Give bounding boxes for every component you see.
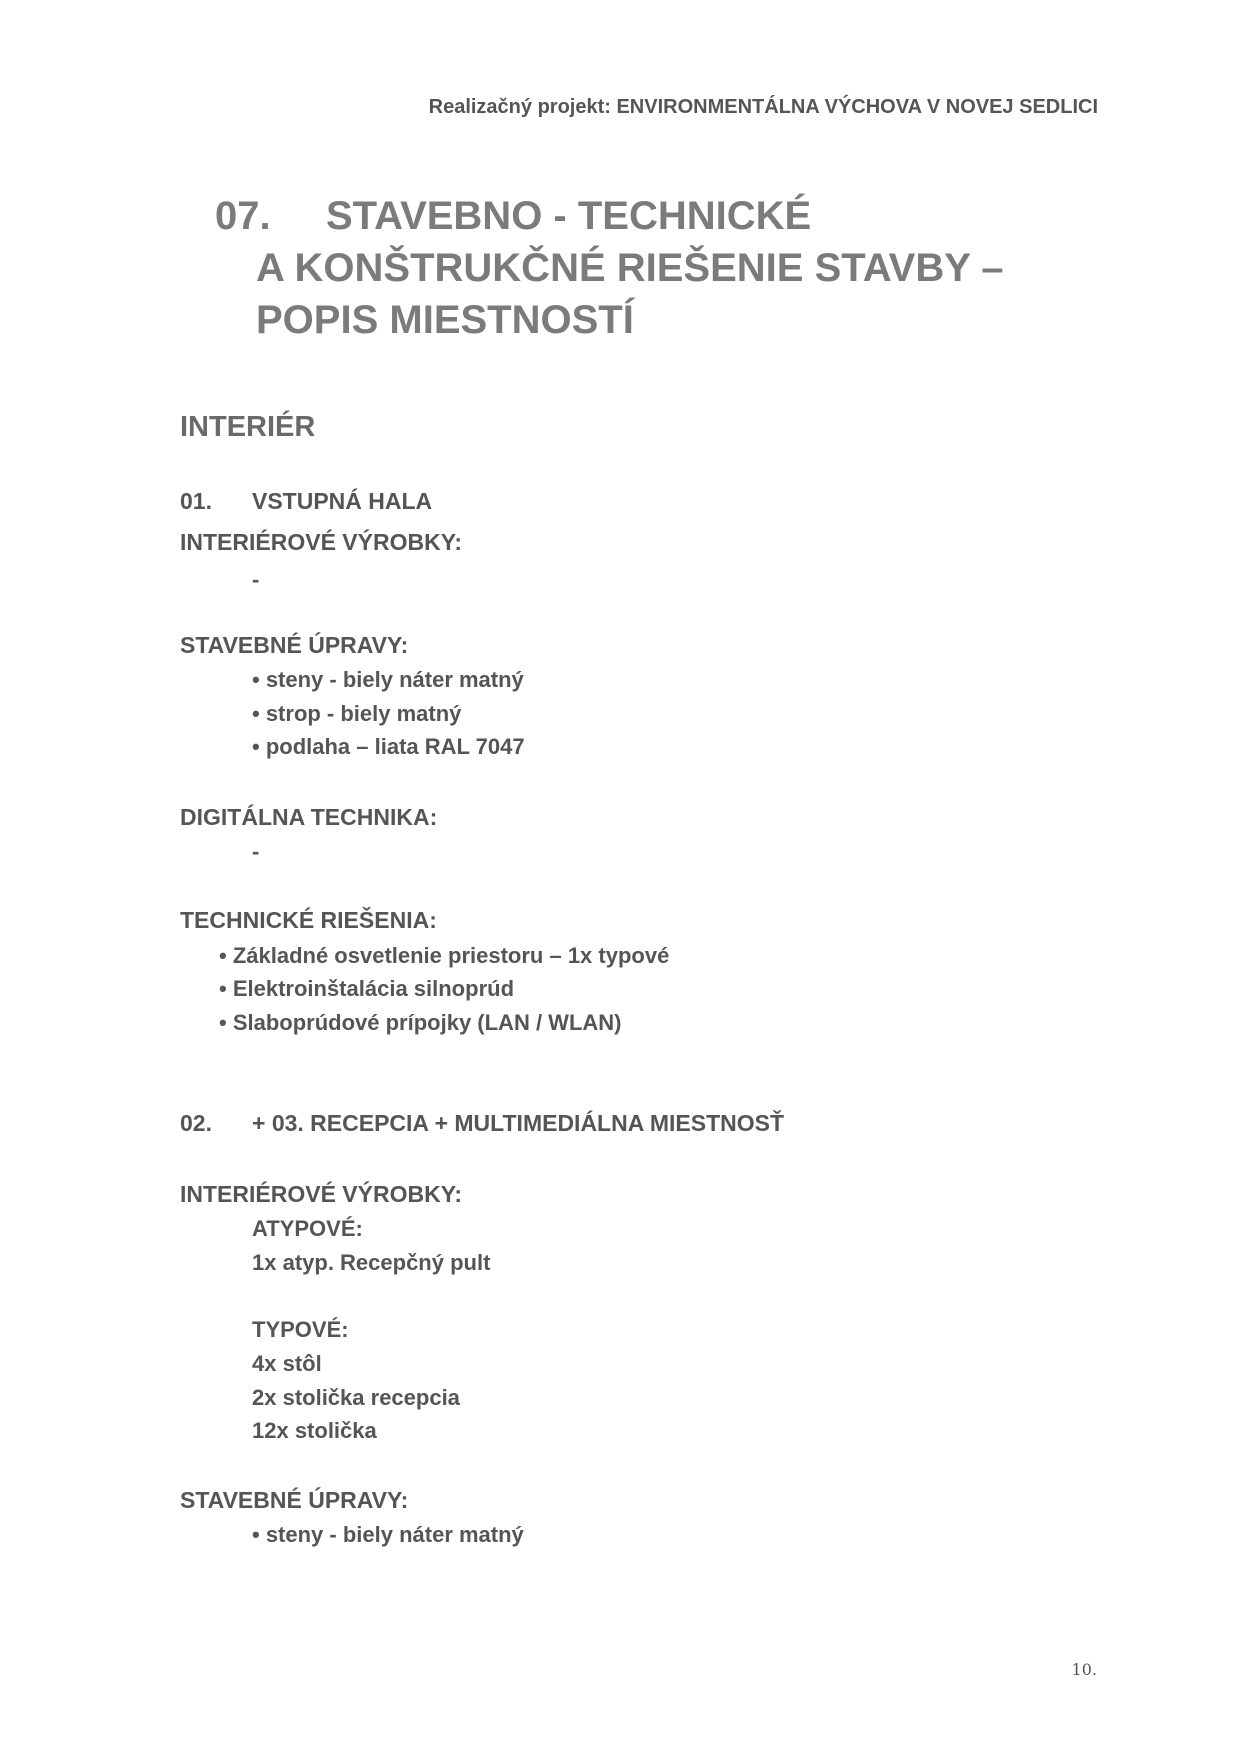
chapter-title-line-1: STAVEBNO - TECHNICKÉ xyxy=(326,194,812,238)
list-item: 4x stôl xyxy=(252,1351,322,1376)
list-item: • Elektroinštalácia silnoprúd xyxy=(219,976,515,1001)
list-item: • strop - biely matný xyxy=(252,701,462,726)
construction-label: STAVEBNÉ ÚPRAVY: xyxy=(180,632,409,658)
list-item: • podlaha – liata RAL 7047 xyxy=(252,734,525,759)
list-item: 2x stolička recepcia xyxy=(252,1385,460,1410)
list-item: • Slaboprúdové prípojky (LAN / WLAN) xyxy=(219,1010,622,1035)
technical-solutions-label: TECHNICKÉ RIEŠENIA: xyxy=(180,907,437,933)
room-number: 01. xyxy=(180,488,212,514)
digital-technology-value: - xyxy=(252,839,260,864)
chapter-title-line-3: POPIS MIESTNOSTÍ xyxy=(256,298,634,342)
section-heading: INTERIÉR xyxy=(180,411,316,443)
atypical-label: ATYPOVÉ: xyxy=(252,1216,363,1241)
list-item: • steny - biely náter matný xyxy=(252,1522,524,1547)
typical-label: TYPOVÉ: xyxy=(252,1317,349,1342)
list-item: 1x atyp. Recepčný pult xyxy=(252,1250,491,1275)
document-header: Realizačný projekt: ENVIRONMENTÁLNA VÝCHOVA V NOVEJ SEDLICI xyxy=(428,96,1098,118)
room-name: VSTUPNÁ HALA xyxy=(252,488,433,514)
list-item: • Základné osvetlenie priestoru – 1x typové xyxy=(219,943,670,968)
list-item: • steny - biely náter matný xyxy=(252,667,524,692)
chapter-title xyxy=(0,190,1241,346)
room-number: 02. xyxy=(180,1110,212,1136)
list-item: 12x stolička xyxy=(252,1418,377,1443)
interior-products-label: INTERIÉROVÉ VÝROBKY: xyxy=(180,529,462,555)
construction-label: STAVEBNÉ ÚPRAVY: xyxy=(180,1487,409,1513)
interior-products-label: INTERIÉROVÉ VÝROBKY: xyxy=(180,1181,462,1207)
chapter-number: 07. xyxy=(215,194,271,238)
interior-products-value: - xyxy=(252,567,260,592)
digital-technology-label: DIGITÁLNA TECHNIKA: xyxy=(180,804,438,830)
room-name: + 03. RECEPCIA + MULTIMEDIÁLNA MIESTNOSŤ xyxy=(252,1110,785,1136)
chapter-title-line-2: A KONŠTRUKČNÉ RIEŠENIE STAVBY – xyxy=(256,246,1004,290)
page-number: 10. xyxy=(1071,1660,1097,1679)
